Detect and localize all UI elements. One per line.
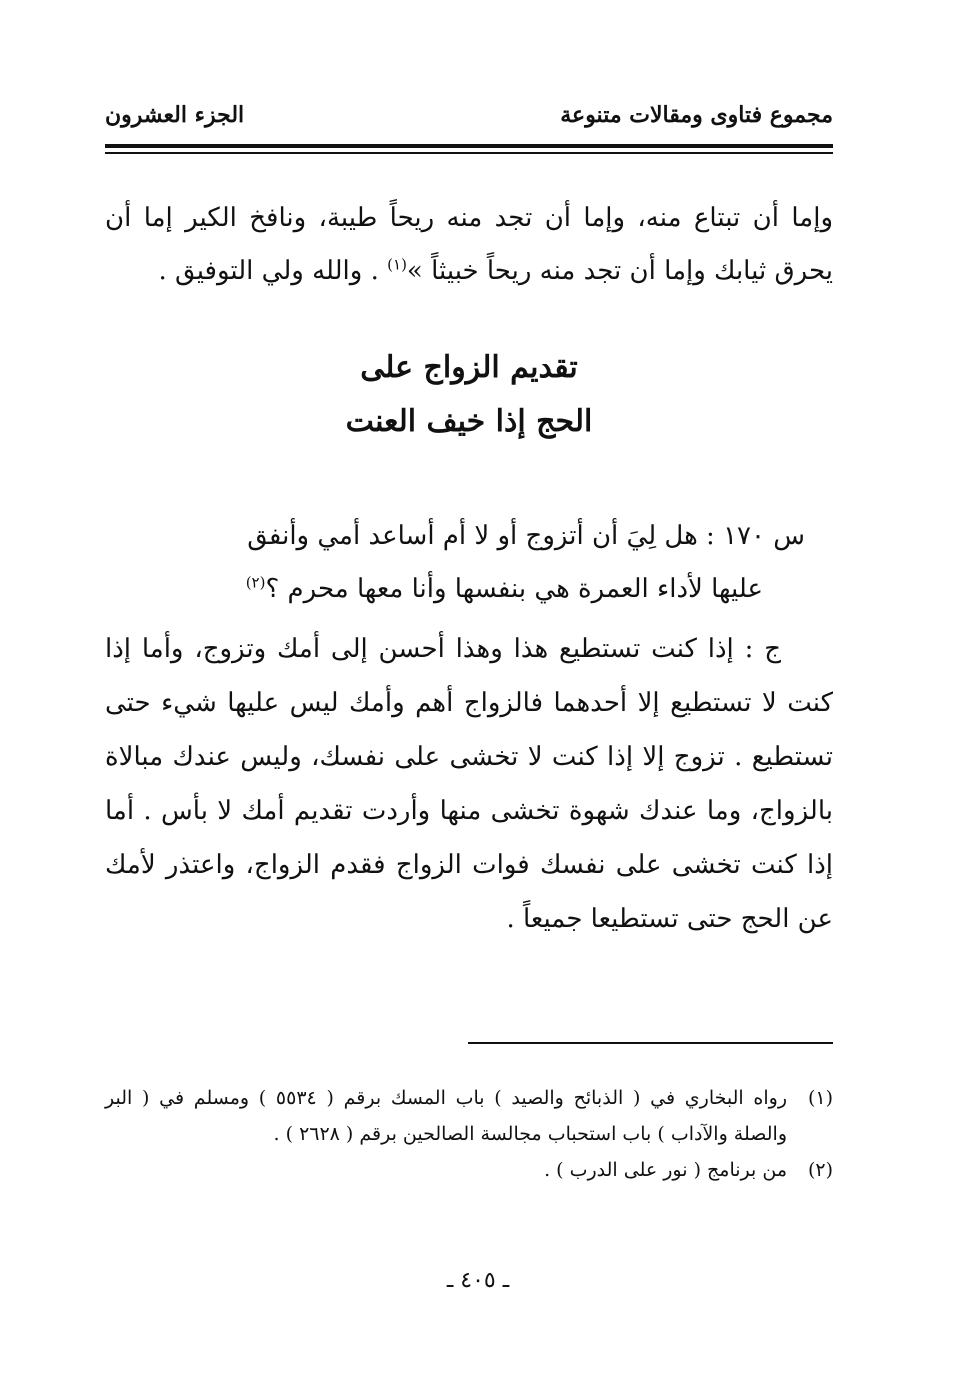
book-title: مجموع فتاوى ومقالات متنوعة [560,102,833,128]
question-text-line1: هل لِيَ أن أتزوج أو لا أم أساعد أمي وأنفق [247,521,698,551]
header-rule-thick [105,144,833,148]
footnote-number: (١) [807,1087,833,1109]
footnote-text: من برنامج ( نور على الدرب ) . [544,1159,787,1181]
intro-tail: . والله ولي التوفيق . [158,256,379,286]
answer-label: ج : [744,634,781,664]
question-label: س ١٧٠ : [706,521,805,551]
question-paragraph [105,510,833,616]
running-header [105,98,833,138]
footnote-2 [105,1152,833,1188]
footnotes [105,1080,833,1188]
section-heading-line-2: الحج إذا خيف العنت [345,404,593,439]
volume-label: الجزء العشرون [105,102,245,128]
intro-paragraph [105,192,833,298]
section-heading-line-1: تقديم الزواج على [360,350,578,385]
footnote-number: (٢) [807,1159,833,1181]
footnote-text: رواه البخاري في ( الذبائح والصيد ) باب المسك برقم ( ٥٥٣٤ ) ومسلم في ( البر والصلة والآداب ) باب استحباب مجالسة الصالحين برقم ( ٢٦٢٨ ) . [105,1087,787,1145]
header-rule-thin [105,152,833,154]
footnote-separator [468,1042,833,1044]
intro-text: وإما أن تبتاع منه، وإما أن تجد منه ريحاً طيبة، ونافخ الكير إما أن يحرق ثيابك وإما أن تجد منه ريحاً خبيثاً » [105,203,833,286]
footnote-ref-1[interactable]: (١) [387,255,407,274]
footnote-ref-2[interactable]: (٢) [245,573,266,592]
answer-paragraph [105,622,833,946]
question-text-line2: عليها لأداء العمرة هي بنفسها وأنا معها محرم ؟ [265,574,763,604]
footnote-1 [105,1080,833,1152]
answer-text: إذا كنت تستطيع هذا وهذا أحسن إلى أمك وتزوج، وأما إذا كنت لا تستطيع إلا أحدهما فالزواج أهم وأمك ليس عليها شيء حتى تستطيع . تزوج إلا إذا كنت لا تخشى على نفسك، وليس عندك مبالاة بالزواج، وما عندك شهوة تخشى منها وأردت تقديم أمك لا بأس . أما إذا كنت تخشى على نفسك فوات الزواج فقدم الزواج، واعتذر لأمك عن الحج حتى تستطيعا جميعاً . [105,634,833,934]
page-number: ـ ٤٠٥ ـ [446,1268,510,1293]
